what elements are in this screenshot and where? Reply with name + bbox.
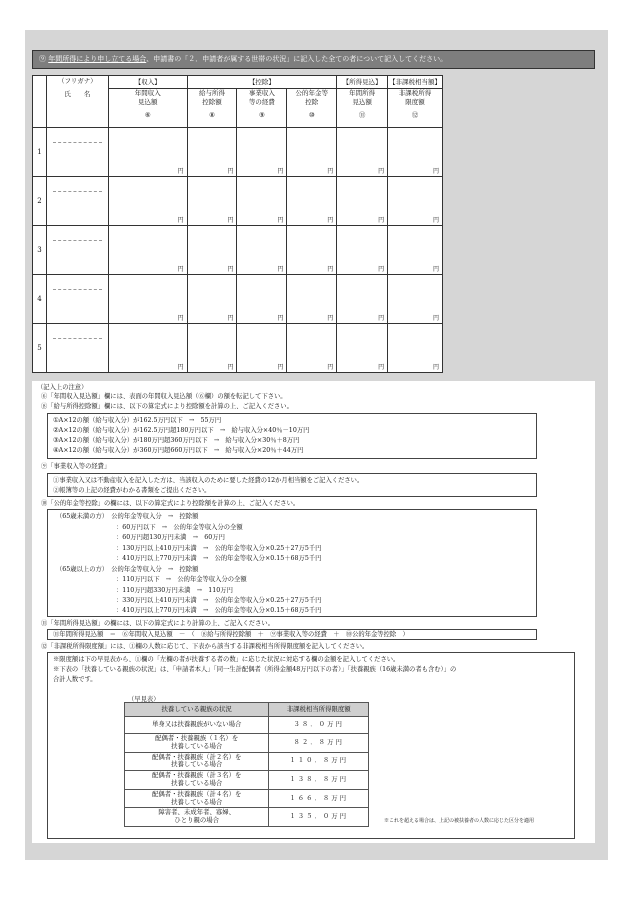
amount-input-cell[interactable] (337, 324, 388, 373)
quick-row (125, 717, 369, 734)
amount-input-cell[interactable] (187, 177, 237, 226)
section-header (32, 50, 595, 69)
furigana-divider (53, 240, 102, 241)
quick-row (125, 808, 369, 827)
name-input-cell[interactable] (46, 226, 108, 275)
amount-input-cell[interactable] (287, 226, 337, 275)
amount-input-cell[interactable] (337, 226, 388, 275)
amount-input-cell[interactable] (187, 226, 237, 275)
quick-status-line: 扶養している場合 (171, 760, 223, 769)
quick-status-cell (125, 717, 269, 734)
amount-input-cell[interactable] (287, 324, 337, 373)
yen-unit: 円 (327, 315, 334, 322)
header-underlined: 年間所得により申し立てる場合 (48, 55, 147, 63)
business-note: ①事業収入又は不動産収入を記入した方は、当該収入のために要した経費の12か月相当額をご記入ください。 (53, 477, 364, 484)
deduction-group-header: 【控除】 (187, 76, 337, 89)
amount-input-cell[interactable] (388, 177, 443, 226)
salary-formula: ③A×12の額（給与収入分）が180万円超360万円以下 → 給与収入分×30％＋8万円 (53, 437, 300, 444)
note-12-b: ※下表の「扶養している親族の状況」は、「申請者本人」「同一生計配偶者（所得金額48万円以下の者）」「扶養親族（16歳未満の者も含む）」の (53, 666, 457, 673)
amount-input-cell[interactable] (187, 324, 237, 373)
yen-unit: 円 (277, 364, 284, 371)
quick-row (125, 734, 369, 753)
yen-unit: 円 (227, 266, 234, 273)
amount-input-cell[interactable] (187, 128, 237, 177)
row-number: 3 (33, 226, 47, 275)
quick-row (125, 771, 369, 790)
pension-line: （65歳以上の方） 公的年金等収入分 → 控除額 (56, 565, 199, 573)
quick-header-status: 扶養している親族の状況 (125, 703, 269, 717)
quick-amount-cell: １６６．８万円 (269, 789, 369, 808)
amount-input-cell[interactable] (237, 226, 287, 275)
row-number: 5 (33, 324, 47, 373)
yen-unit: 円 (227, 217, 234, 224)
row-number: 1 (33, 128, 47, 177)
column-header: 年間所得 見込額 ⑪ (337, 89, 388, 128)
quick-amount-cell: １３５．０万円 (269, 808, 369, 827)
quick-status-line: 単身又は扶養親族がいない場合 (151, 720, 242, 729)
yen-unit: 円 (277, 315, 284, 322)
furigana-divider (53, 289, 102, 290)
quick-status-cell (125, 808, 269, 827)
yen-unit: 円 (432, 364, 439, 371)
pension-line: ：410万円以上770万円未満 → 公的年金等収入分×0.15＋68万5千円 (116, 555, 322, 562)
yen-unit: 円 (378, 168, 385, 175)
row-number: 4 (33, 275, 47, 324)
income-estimate-group-header: 【所得見込】 (337, 76, 388, 89)
quick-status-cell (125, 752, 269, 771)
pension-line: ：60万円超130万円未満 → 60万円 (116, 534, 225, 541)
amount-input-cell[interactable] (388, 226, 443, 275)
salary-formula-box (47, 413, 537, 459)
note-6: ⑥「年間収入見込額」欄には、表面の年間収入見込額（⑥欄）の額を転記して下さい。 (41, 393, 287, 400)
quick-reference-table (124, 702, 369, 827)
yen-unit: 円 (432, 168, 439, 175)
amount-input-cell[interactable] (337, 128, 388, 177)
yen-unit: 円 (327, 364, 334, 371)
header-prefix: ⑨ (39, 55, 49, 63)
column-header: 年間収入 見込額 ⑥ (108, 89, 187, 128)
yen-unit: 円 (327, 168, 334, 175)
business-note: ②帳簿等の上記の経費がわかる書類をご提出ください。 (53, 487, 211, 494)
column-header: 公的年金等 控除 ⑩ (287, 89, 337, 128)
income-formula: ⑪年間所得見込額 ＝ ⑥年間収入見込額 － （ ⑧給与所得控除額 ＋ ⑨事業収入等の経費 ＋ ⑩公的年金等控除 ） (53, 631, 409, 638)
pension-line: ：330万円以上410万円未満 → 公的年金等収入分×0.25＋27万5千円 (116, 597, 322, 604)
quick-status-line: 扶養している場合 (171, 741, 223, 750)
yen-unit: 円 (327, 217, 334, 224)
furigana-divider (53, 338, 102, 339)
quick-status-line: 配偶者・扶養親族（１名）を (155, 734, 239, 742)
income-table (32, 75, 443, 373)
amount-input-cell[interactable] (237, 128, 287, 177)
furigana-divider (53, 142, 102, 143)
quick-status-line: 扶養している場合 (171, 778, 223, 787)
yen-unit: 円 (177, 266, 184, 273)
amount-input-cell[interactable] (237, 275, 287, 324)
yen-unit: 円 (378, 364, 385, 371)
amount-input-cell[interactable] (108, 128, 187, 177)
yen-unit: 円 (227, 364, 234, 371)
table-row (33, 226, 443, 275)
column-header: 給与所得 控除額 ⑧ (187, 89, 237, 128)
amount-input-cell[interactable] (108, 324, 187, 373)
amount-input-cell[interactable] (388, 275, 443, 324)
pension-line: ：410万円以上770万円未満 → 公的年金等収入分×0.15＋68万5千円 (116, 607, 322, 614)
notes-section (32, 381, 595, 843)
note-10: ⑩「公的年金等控除」の欄には、以下の算定式により控除額を計算の上、ご記入ください。 (41, 500, 300, 507)
quick-amount-cell: ３８．０万円 (269, 717, 369, 734)
quick-table-title: （早見表） (128, 696, 160, 703)
yen-unit: 円 (378, 315, 385, 322)
pension-box (47, 509, 537, 617)
yen-unit: 円 (277, 168, 284, 175)
amount-input-cell[interactable] (287, 275, 337, 324)
yen-unit: 円 (327, 266, 334, 273)
amount-input-cell[interactable] (108, 226, 187, 275)
note-9: ⑨「事業収入等の経費」 (41, 463, 111, 470)
yen-unit: 円 (432, 266, 439, 273)
pension-line: （65歳未満の方） 公的年金等収入分 → 控除額 (56, 513, 199, 520)
yen-unit: 円 (177, 315, 184, 322)
pension-line: ：130万円以上410万円未満 → 公的年金等収入分×0.25＋27万5千円 (116, 544, 322, 552)
furigana-label: （フリガナ） (58, 77, 97, 85)
salary-formula: ④A×12の額（給与収入分）が360万円超660万円以下 → 給与収入分×20％＋44万円 (53, 447, 304, 454)
quick-status-line: 扶養している場合 (171, 797, 223, 806)
notes-heading: （記入上の注意） (37, 384, 88, 391)
yen-unit: 円 (378, 266, 385, 273)
yen-unit: 円 (177, 217, 184, 224)
table-row (33, 128, 443, 177)
quick-row (125, 789, 369, 808)
income-group-header: 【収入】 (108, 76, 187, 89)
quick-amount-cell: １１０．８万円 (269, 752, 369, 771)
name-input-cell[interactable] (46, 324, 108, 373)
amount-input-cell[interactable] (108, 177, 187, 226)
column-header: 非課税所得 限度額 ⑫ (388, 89, 443, 128)
amount-input-cell[interactable] (237, 324, 287, 373)
yen-unit: 円 (227, 168, 234, 175)
header-rest: 、申請書の「２．申請者が属する世帯の状況」に記入した全ての者について記入してください。 (146, 55, 448, 63)
name-label: 氏 名 (64, 90, 91, 98)
note-12-a: ※限度額は下の早見表から、①欄の「左欄の者が扶養する者の数」に応じた状況に対応する欄の金額を記入してください。 (53, 656, 400, 663)
note-12: ⑫「非課税所得限度額」には、①欄の人数に応じて、下表から該当する非課税相当所得限度額を記入してください。 (41, 643, 369, 650)
quick-status-cell (125, 771, 269, 790)
amount-input-cell[interactable] (187, 275, 237, 324)
note-11: ⑪「年間所得見込額」の欄には、以下の算定式により計算の上、ご記入ください。 (41, 620, 274, 627)
quick-status-cell (125, 734, 269, 753)
note-12-c: 合計人数です。 (53, 676, 97, 683)
quick-status-line: ひとり親の場合 (174, 816, 220, 825)
yen-unit: 円 (277, 217, 284, 224)
amount-input-cell[interactable] (388, 128, 443, 177)
pension-line: ：110万円以下 → 公的年金等収入分の全額 (116, 576, 247, 583)
row-number: 2 (33, 177, 47, 226)
quick-status-line: 配偶者・扶養親族（計３名）を (151, 771, 242, 780)
yen-unit: 円 (277, 266, 284, 273)
amount-input-cell[interactable] (287, 128, 337, 177)
yen-unit: 円 (432, 217, 439, 224)
amount-input-cell[interactable] (237, 177, 287, 226)
quick-status-line: 障害者、未成年者、寡婦、 (158, 808, 236, 817)
quick-header-limit: 非課税相当所得限度額 (269, 703, 369, 717)
yen-unit: 円 (177, 364, 184, 371)
amount-input-cell[interactable] (388, 324, 443, 373)
pension-line: ：60万円以下 → 公的年金等収入分の全額 (116, 523, 243, 531)
exempt-group-header: 【非課税相当額】 (388, 76, 443, 89)
table-row (33, 275, 443, 324)
income-formula-box (47, 629, 537, 640)
amount-input-cell[interactable] (287, 177, 337, 226)
note-8: ⑧「給与所得控除額」欄には、以下の算定式により控除額を計算の上、ご記入ください。 (41, 403, 293, 410)
yen-unit: 円 (432, 315, 439, 322)
quick-row (125, 752, 369, 771)
quick-status-cell (125, 789, 269, 808)
amount-input-cell[interactable] (108, 275, 187, 324)
table-row (33, 177, 443, 226)
quick-status-line: 配偶者・扶養親族（計４名）を (151, 789, 242, 798)
quick-amount-cell: １３８．８万円 (269, 771, 369, 790)
column-header: 事業収入 等の経費 ⑨ (237, 89, 287, 128)
amount-input-cell[interactable] (337, 177, 388, 226)
name-input-cell[interactable] (46, 128, 108, 177)
row-number-header (33, 76, 47, 128)
yen-unit: 円 (378, 217, 385, 224)
quick-table-note: ※これを超える場合は、上記の被扶養者の人数に応じた区分を適用 (384, 818, 535, 824)
quick-amount-cell: ８２．８万円 (269, 734, 369, 753)
pension-line: ：110万円超330万円未満 → 110万円 (116, 586, 233, 594)
name-header (46, 76, 108, 128)
name-input-cell[interactable] (46, 177, 108, 226)
salary-formula: ①A×12の額（給与収入分）が162.5万円以下 → 55万円 (53, 417, 222, 424)
yen-unit: 円 (227, 315, 234, 322)
salary-formula: ②A×12の額（給与収入分）が162.5万円超180万円以下 → 給与収入分×40％－10万円 (53, 427, 310, 434)
furigana-divider (53, 191, 102, 192)
table-row (33, 324, 443, 373)
quick-status-line: 配偶者・扶養親族（計２名）を (151, 752, 242, 761)
amount-input-cell[interactable] (337, 275, 388, 324)
business-box (47, 473, 537, 497)
name-input-cell[interactable] (46, 275, 108, 324)
yen-unit: 円 (177, 168, 184, 175)
